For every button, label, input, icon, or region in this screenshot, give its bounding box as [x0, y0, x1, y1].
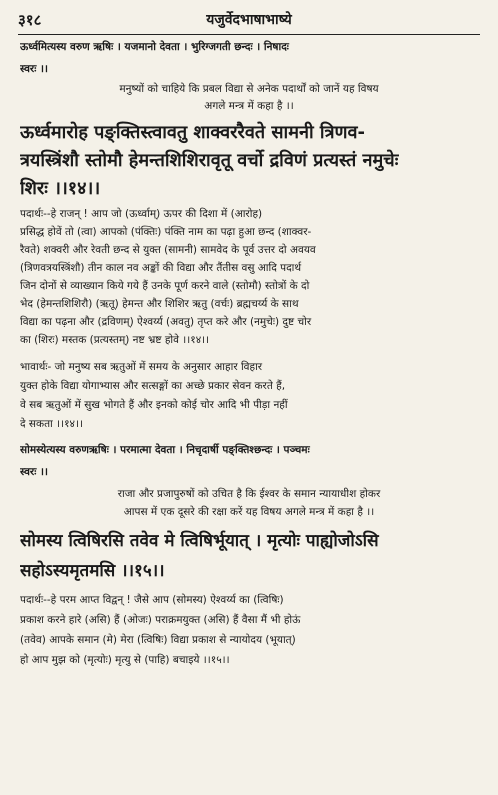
padarth14-line2: प्रसिद्ध होवें तो (त्वा) आपको (पंक्तिः) पंक्ति नाम का पढ़ा हुआ छन्द (शाक्वर- — [20, 226, 312, 238]
mantra14-intro-line1: मनुष्यों को चाहिये कि प्रबल विद्या से अनेक पदार्थों को जानें यह विषय — [119, 83, 379, 95]
mantra15-intro-line1: राजा और प्रजापुरुषों को उचित है कि ईश्वर के समान न्यायाधीश होकर — [117, 488, 381, 500]
mantra15-line2: सहोऽस्यमृतमसि ।।१५।। — [20, 561, 165, 581]
mantra14-line3: शिरः ।।१४।। — [20, 178, 101, 199]
mantra15-intro-line2: आपस में एक दूसरे की रक्षा करें यह विषय अगले मन्त्र में कहा है ।। — [123, 506, 375, 518]
padarth14-line8: का (शिरः) मस्तक (प्रत्यस्तम्) नष्ट भ्रष्ट होवे ।।१४।। — [20, 334, 210, 346]
padarth14-line4: (त्रिणवत्रयस्त्रिंशौ) तीन काल नव अङ्कों की विद्या और तैंतीस वसु आदि पदार्थ — [20, 262, 302, 274]
mantra14-line2: त्रयस्त्रिंशौ स्तोमौ हेमन्तशिशिरावृतू वर्चो द्रविणं प्रत्यस्तं नमुचेः — [20, 150, 399, 171]
mantra15-line1: सोमस्य त्विषिरसि तवेव मे त्विषिर्भूयात् । मृत्योः पाह्योजोऽसि — [20, 531, 379, 551]
padarth14-line5: जिन दोनों से व्याख्यान किये गये हैं उनके पूर्ण करने वाले (स्तोमौ) स्तोत्रों के दो — [20, 280, 310, 292]
padarth14-line6: भेद (हेमन्तशिशिरौ) (ऋतू) हेमन्त और शिशिर ऋतु (वर्चः) ब्रह्मचर्य्य के साथ — [20, 298, 299, 310]
mantra15-swara: स्वरः ।। — [20, 466, 48, 478]
mantra14-intro-line2: अगले मन्त्र में कहा है ।। — [204, 100, 294, 112]
bhavarth14-line3: वे सब ऋतुओं में सुख भोगते हैं और इनको कोई चोर आदि भी पीड़ा नहीं — [20, 399, 288, 411]
padarth14-line1: पदार्थः--हे राजन् ! आप जो (ऊर्ध्वाम्) ऊपर की दिशा में (आरोह) — [20, 208, 263, 220]
padarth15-line3: (तवेव) आपके समान (मे) मेरा (त्विषिः) विद्या प्रकाश से न्यायोदय (भूयात्) — [20, 634, 296, 646]
padarth15-line4: हो आप मुझ को (मृत्योः) मृत्यु से (पाहि) बचाइये ।।१५।। — [20, 654, 230, 666]
page-title: यजुर्वेदभाषाभाष्ये — [206, 12, 292, 28]
padarth14-line3: रैवते) शक्वरी और रेवती छन्द से युक्त (सामनी) सामवेद के पूर्व उत्तर दो अवयव — [20, 244, 316, 256]
mantra14-meta: ऊर्ध्वमित्यस्य वरुण ऋषिः । यजमानो देवता । भुरिग्जगती छन्दः । निषादः — [20, 41, 289, 53]
page-number: ३१८ — [18, 11, 42, 29]
header-divider — [18, 34, 480, 35]
page-header — [18, 10, 480, 34]
padarth15-line1: पदार्थः--हे परम आप्त विद्वन् ! जैसे आप (सोमस्य) ऐश्वर्य्य का (त्विषिः) — [20, 594, 284, 606]
padarth14-line7: विद्या का पढ़ना और (द्रविणम्) ऐश्वर्य्य (अवतु) तृप्त करे और (नमुचेः) दुष्ट चोर — [20, 316, 312, 328]
bhavarth14-line4: दे सकता ।।१४।। — [20, 418, 83, 430]
padarth15-line2: प्रकाश करने हारे (असि) हैं (ओजः) पराक्रमयुक्त (असि) हैं वैसा मैं भी होऊं — [20, 614, 301, 626]
bhavarth14-line2: युक्त होके विद्या योगाभ्यास और सत्सङ्गों का अच्छे प्रकार सेवन करते हैं, — [20, 380, 286, 392]
mantra15-meta: सोमस्येत्यस्य वरुणऋषिः । परमात्मा देवता । निचृदार्षी पङ्क्तिश्छन्दः । पञ्चमः — [20, 444, 310, 456]
mantra14-swara: स्वरः ।। — [20, 63, 48, 75]
bhavarth14-line1: भावार्थः- जो मनुष्य सब ऋतुओं में समय के अनुसार आहार विहार — [20, 361, 263, 373]
mantra14-line1: ऊर्ध्वमारोह पङ्क्तिस्त्वावतु शाक्वररैवते सामनी त्रिणव- — [20, 122, 365, 143]
